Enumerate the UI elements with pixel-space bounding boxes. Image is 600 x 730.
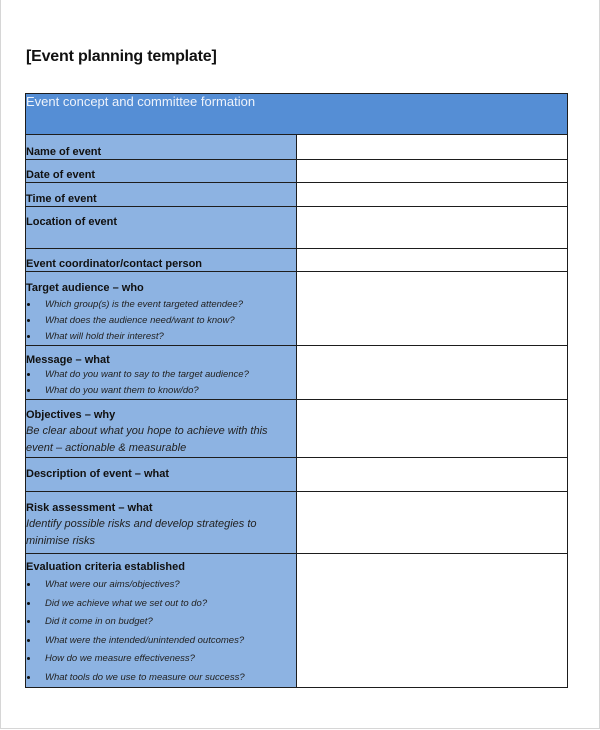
bullet-icon <box>27 319 30 322</box>
hint-list <box>26 367 296 399</box>
evaluation-criteria-field[interactable] <box>297 554 568 688</box>
row-label: Risk assessment – what <box>26 502 153 514</box>
date-of-event-field[interactable] <box>297 160 568 183</box>
hint-item: What will hold their interest? <box>26 329 296 345</box>
hint-item: What were the intended/unintended outcomes? <box>26 632 296 651</box>
table-row <box>26 554 568 688</box>
document-title: [Event planning template] <box>26 48 217 65</box>
row-label: Event coordinator/contact person <box>26 258 203 270</box>
objectives-field[interactable] <box>297 400 568 458</box>
section-header-row <box>26 94 568 135</box>
bullet-icon <box>27 373 30 376</box>
target-audience-field[interactable] <box>297 272 568 346</box>
bullet-icon <box>27 639 30 642</box>
bullet-icon <box>27 602 30 605</box>
table-row <box>26 492 568 554</box>
row-label: Objectives – why <box>26 409 116 421</box>
row-description: Be clear about what you hope to achieve with this event – actionable & measurable <box>26 425 268 454</box>
bullet-icon <box>27 620 30 623</box>
row-label-cell <box>26 458 297 492</box>
table-row <box>26 272 568 346</box>
row-label-cell <box>26 272 297 346</box>
hint-item: What do you want them to know/do? <box>26 383 296 399</box>
table-row <box>26 400 568 458</box>
row-label: Target audience – who <box>26 282 144 294</box>
row-label: Description of event – what <box>26 468 170 480</box>
bullet-icon <box>27 657 30 660</box>
table-row <box>26 135 568 160</box>
row-label-cell <box>26 554 297 688</box>
table-row <box>26 183 568 207</box>
row-label-cell <box>26 183 297 207</box>
hint-item: Which group(s) is the event targeted attendee? <box>26 297 296 313</box>
hint-item: What tools do we use to measure our success? <box>26 669 296 688</box>
hint-list <box>26 576 296 687</box>
row-label-cell <box>26 135 297 160</box>
row-label: Message – what <box>26 354 110 366</box>
bullet-icon <box>27 303 30 306</box>
hint-item: What do you want to say to the target audience? <box>26 367 296 383</box>
bullet-icon <box>27 335 30 338</box>
hint-item: What does the audience need/want to know? <box>26 313 296 329</box>
hint-item: What were our aims/objectives? <box>26 576 296 595</box>
hint-item: Did we achieve what we set out to do? <box>26 595 296 614</box>
row-label: Time of event <box>26 193 97 205</box>
table-row <box>26 207 568 249</box>
table-row <box>26 346 568 400</box>
hint-list <box>26 297 296 345</box>
table-row <box>26 160 568 183</box>
row-label-cell <box>26 207 297 249</box>
hint-item: Did it come in on budget? <box>26 613 296 632</box>
description-of-event-field[interactable] <box>297 458 568 492</box>
row-label-cell <box>26 346 297 400</box>
bullet-icon <box>27 676 30 679</box>
risk-assessment-field[interactable] <box>297 492 568 554</box>
row-label-cell <box>26 249 297 272</box>
row-description: Identify possible risks and develop strategies to minimise risks <box>26 518 257 547</box>
row-label: Name of event <box>26 146 102 158</box>
hint-item: How do we measure effectiveness? <box>26 650 296 669</box>
message-field[interactable] <box>297 346 568 400</box>
table-row <box>26 249 568 272</box>
row-label: Date of event <box>26 169 96 181</box>
event-planning-table <box>25 93 568 688</box>
row-label-cell <box>26 400 297 458</box>
time-of-event-field[interactable] <box>297 183 568 207</box>
bullet-icon <box>27 583 30 586</box>
name-of-event-field[interactable] <box>297 135 568 160</box>
row-label-cell <box>26 492 297 554</box>
table-row <box>26 458 568 492</box>
bullet-icon <box>27 389 30 392</box>
row-label-cell <box>26 160 297 183</box>
location-of-event-field[interactable] <box>297 207 568 249</box>
section-header: Event concept and committee formation <box>26 94 568 135</box>
event-coordinator-field[interactable] <box>297 249 568 272</box>
row-label: Evaluation criteria established <box>26 561 185 573</box>
row-label: Location of event <box>26 216 118 228</box>
